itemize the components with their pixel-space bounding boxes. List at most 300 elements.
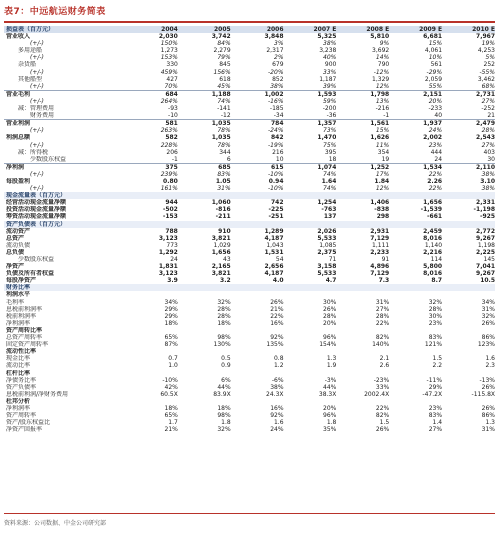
table-cell	[442, 327, 495, 334]
table-cell: 5,533	[317, 270, 337, 278]
table-row	[4, 341, 495, 348]
row-label: 投资活动现金流量净额	[6, 206, 67, 214]
table-cell: 15%	[428, 40, 443, 48]
row-label: 毛利率	[6, 298, 25, 306]
table-cell: 161%	[160, 185, 178, 193]
table-cell: 26%	[481, 319, 495, 327]
table-cell: 264%	[160, 97, 178, 105]
table-cell: 375	[125, 163, 178, 171]
table-cell: -200	[322, 105, 337, 113]
table-cell	[231, 291, 284, 298]
table-cell: 7,967	[476, 33, 495, 41]
table-cell	[125, 291, 178, 298]
table-cell: 1.5	[379, 419, 390, 427]
table-cell: 28%	[323, 312, 337, 320]
row-label: 其他船型	[18, 75, 43, 83]
table-cell: -55%	[479, 68, 495, 76]
row-label: 减：所得税	[18, 148, 49, 156]
table-cell: 1,002	[231, 90, 284, 98]
table-cell	[389, 221, 442, 228]
table-cell: 1,329	[372, 75, 390, 83]
footer-divider	[4, 513, 495, 514]
table-cell: 459%	[160, 68, 178, 76]
table-cell: 31%	[481, 426, 495, 434]
table-cell: 9,267	[476, 234, 495, 242]
table-cell: 3.10	[480, 177, 495, 185]
table-cell: 92%	[270, 334, 284, 342]
table-row	[4, 412, 495, 419]
table-cell: 1,188	[178, 90, 231, 98]
table-cell: 38%	[481, 170, 495, 178]
table-cell: 6,681	[423, 33, 443, 41]
table-row	[4, 320, 495, 327]
table-cell	[442, 291, 495, 298]
table-cell: 35%	[323, 426, 337, 434]
table-row	[4, 235, 495, 242]
row-label: 息税前利润/净财务费用	[6, 390, 69, 398]
table-cell: 1.0	[168, 362, 178, 370]
table-cell: 3,848	[264, 33, 284, 41]
table-cell: 2,459	[423, 227, 443, 235]
year-header: 2004	[125, 26, 178, 33]
table-cell: 344	[219, 148, 231, 156]
table-cell: 1,937	[389, 120, 442, 128]
table-cell	[442, 370, 495, 377]
table-cell: 22%	[375, 319, 390, 327]
table-cell: 615	[231, 163, 284, 171]
table-cell: 20%	[323, 404, 337, 412]
table-cell: -216	[375, 105, 390, 113]
table-cell: 3,821	[211, 234, 231, 242]
table-cell: 27%	[481, 97, 495, 105]
table-row	[4, 242, 495, 249]
table-cell: 1,187	[319, 75, 337, 83]
table-cell: 29%	[164, 305, 178, 313]
table-cell: 4,896	[370, 263, 390, 271]
row-label: 多用途船	[18, 47, 43, 55]
table-cell: -10	[168, 112, 178, 120]
table-cell: 2,479	[442, 120, 495, 128]
header-row	[4, 26, 495, 33]
table-cell	[284, 291, 337, 298]
table-cell: 263%	[160, 127, 178, 135]
table-row	[4, 419, 495, 426]
table-cell: 1.2	[273, 362, 284, 370]
table-cell: 252	[483, 61, 495, 69]
table-cell: 7,129	[370, 270, 390, 278]
section-row	[4, 284, 495, 291]
table-cell: 845	[219, 61, 231, 69]
table-cell: 86%	[481, 334, 495, 342]
table-cell: -141	[217, 105, 231, 113]
table-cell: 70%	[164, 82, 178, 90]
table-cell: 2002.4X	[364, 390, 390, 398]
row-label: 流动资产	[6, 227, 31, 235]
table-cell: 31%	[217, 185, 231, 193]
table-cell: 19	[381, 155, 390, 163]
table-cell: 6	[226, 155, 231, 163]
table-cell: 83%	[217, 170, 231, 178]
table-cell	[231, 370, 284, 377]
row-label: 每股净资产	[6, 277, 37, 285]
table-cell: 1,831	[158, 263, 178, 271]
table-cell: 2,317	[266, 47, 284, 55]
table-cell: 3,742	[211, 33, 231, 41]
table-cell: 2,151	[389, 90, 442, 98]
table-cell: 74%	[217, 97, 231, 105]
table-cell: -185	[269, 105, 284, 113]
row-label: 少数股东权益	[18, 256, 55, 263]
table-cell: 24.3X	[266, 390, 284, 398]
table-cell	[389, 327, 442, 334]
table-cell: 16%	[270, 404, 284, 412]
table-cell: -10%	[268, 170, 284, 178]
row-label: 固定资产周转率	[6, 341, 49, 349]
table-row	[4, 149, 495, 156]
table-cell: 32%	[217, 298, 231, 306]
table-cell: -34	[273, 112, 284, 120]
table-cell	[125, 327, 178, 334]
table-cell: 900	[324, 61, 337, 69]
table-cell: 82%	[375, 412, 390, 420]
table-row	[4, 98, 495, 105]
table-cell	[442, 221, 495, 228]
row-label: 减：管理费用	[18, 105, 55, 113]
table-cell: 561	[430, 61, 443, 69]
table-row	[4, 377, 495, 384]
row-label: (+/-)	[30, 54, 44, 62]
table-cell	[284, 221, 337, 228]
table-row	[4, 76, 495, 83]
table-cell: 3,238	[319, 47, 337, 55]
table-cell	[389, 370, 442, 377]
table-cell: -12	[220, 112, 231, 120]
table-cell	[284, 370, 337, 377]
table-row	[4, 355, 495, 362]
table-cell: 83.9X	[213, 390, 231, 398]
table-cell: 21%	[270, 305, 284, 313]
header-label: 损益表（百万元）	[4, 26, 125, 33]
subsection-row	[4, 291, 495, 298]
table-row	[4, 120, 495, 128]
table-cell	[125, 284, 178, 291]
table-cell: 1.05	[215, 177, 231, 185]
table-row	[4, 54, 495, 61]
table-cell: 74%	[323, 170, 337, 178]
table-cell	[336, 221, 389, 228]
table-cell: 684	[125, 90, 178, 98]
table-cell: -1,198	[473, 206, 495, 214]
table-cell: 87%	[164, 341, 178, 349]
year-header: 2009 E	[389, 26, 442, 33]
table-cell: 26%	[375, 426, 390, 434]
table-cell: 38%	[323, 40, 337, 48]
table-cell: 40%	[323, 54, 337, 62]
table-cell: -233	[428, 105, 443, 113]
table-cell: -13%	[479, 376, 495, 384]
table-cell	[442, 284, 495, 291]
table-row	[4, 199, 495, 206]
table-cell: 3,821	[211, 270, 231, 278]
table-cell: 1,656	[423, 199, 443, 207]
table-cell: 114	[430, 256, 443, 263]
table-cell: 3,462	[477, 75, 495, 83]
table-cell	[231, 348, 284, 355]
table-cell: 24%	[428, 127, 443, 135]
table-cell: 20%	[428, 97, 443, 105]
row-label: (+/-)	[30, 68, 44, 76]
table-cell: 2,656	[264, 263, 284, 271]
table-cell: 22%	[428, 185, 443, 193]
table-row	[4, 334, 495, 341]
table-cell	[125, 221, 178, 228]
table-cell: 23%	[428, 404, 443, 412]
table-cell	[178, 192, 231, 199]
table-cell	[178, 370, 231, 377]
table-cell: 78%	[217, 127, 231, 135]
table-cell	[336, 284, 389, 291]
table-cell: 32%	[428, 298, 443, 306]
table-cell: 18%	[164, 404, 178, 412]
table-cell: 444	[430, 148, 443, 156]
table-cell	[125, 370, 178, 377]
table-cell	[389, 398, 442, 405]
table-cell: 1,292	[158, 248, 178, 256]
table-cell: 1,252	[336, 163, 389, 171]
year-header: 2008 E	[336, 26, 389, 33]
row-label: 现金比率	[6, 355, 31, 363]
table-cell: 29%	[428, 383, 443, 391]
table-cell: -925	[479, 213, 495, 221]
table-cell	[442, 398, 495, 405]
table-cell: 34%	[481, 298, 495, 306]
table-cell: 55%	[428, 82, 443, 90]
section-row	[4, 221, 495, 228]
table-cell: -661	[427, 213, 443, 221]
table-row	[4, 249, 495, 256]
table-cell: 83%	[428, 334, 443, 342]
table-cell: 68%	[481, 82, 495, 90]
table-cell: 29%	[164, 312, 178, 320]
table-row	[4, 40, 495, 47]
table-cell: 21	[487, 112, 495, 120]
row-label: (+/-)	[30, 97, 44, 105]
table-cell: -10%	[162, 376, 178, 384]
table-cell: 27%	[481, 141, 495, 149]
table-cell: 4.7	[325, 277, 337, 285]
table-cell	[178, 327, 231, 334]
table-cell: 1.5	[432, 355, 443, 363]
row-label: 流动比率	[6, 362, 31, 370]
row-label: (+/-)	[30, 141, 44, 149]
table-cell: 3.9	[167, 277, 178, 285]
table-row	[4, 33, 495, 40]
table-row	[4, 134, 495, 141]
table-cell: 15%	[375, 127, 390, 135]
table-cell: 1.8	[221, 419, 231, 427]
table-cell: 354	[377, 148, 390, 156]
table-cell: 20%	[323, 319, 337, 327]
table-cell: 9,267	[476, 270, 495, 278]
table-cell: -211	[215, 213, 231, 221]
table-cell	[336, 370, 389, 377]
table-cell: 8,016	[423, 270, 443, 278]
table-cell	[178, 221, 231, 228]
table-cell: -225	[268, 206, 284, 214]
table-cell: 96%	[323, 334, 337, 342]
table-cell: 0.8	[273, 355, 284, 363]
table-cell: 30	[487, 155, 495, 163]
table-cell: 86%	[481, 412, 495, 420]
table-cell: 0.7	[168, 355, 178, 363]
table-cell: 34%	[164, 298, 178, 306]
table-row	[4, 263, 495, 270]
table-cell: 153%	[160, 54, 178, 62]
table-cell: 0.5	[221, 355, 231, 363]
table-cell: 9%	[379, 40, 390, 48]
year-header: 2006	[231, 26, 284, 33]
table-cell: 38%	[270, 82, 284, 90]
table-cell: 28%	[217, 312, 231, 320]
row-label: 杜邦分析	[6, 397, 31, 405]
table-cell: 2.1	[379, 355, 390, 363]
table-cell: -36	[326, 112, 337, 120]
table-cell: 2.6	[379, 362, 390, 370]
table-cell: 96%	[323, 412, 337, 420]
table-cell: 18	[328, 155, 337, 163]
table-cell: 1.6	[273, 419, 284, 427]
row-label: 营业收入	[6, 33, 31, 41]
table-row	[4, 206, 495, 213]
table-cell	[178, 348, 231, 355]
table-cell: -251	[268, 213, 284, 221]
table-cell: -24%	[268, 127, 284, 135]
table-row	[4, 362, 495, 369]
section-row	[4, 192, 495, 199]
table-cell	[178, 291, 231, 298]
row-label: 筹资活动现金流量净额	[6, 213, 67, 221]
table-title: 表7：中远航运财务简表	[4, 7, 106, 17]
table-cell: 14%	[375, 54, 390, 62]
row-label: 净利润率	[6, 319, 31, 327]
table-cell: 3,123	[158, 234, 178, 242]
table-cell: 71	[328, 256, 337, 263]
table-cell: 10	[275, 155, 284, 163]
table-cell: 18%	[217, 319, 231, 327]
table-row	[4, 213, 495, 220]
table-cell: 4,253	[477, 47, 495, 55]
table-cell: 1,035	[211, 134, 231, 142]
table-cell: 26%	[323, 305, 337, 313]
subsection-row	[4, 398, 495, 405]
table-cell: 39%	[323, 82, 337, 90]
table-row	[4, 405, 495, 412]
table-cell: 4,187	[264, 234, 284, 242]
table-cell	[442, 348, 495, 355]
table-cell	[284, 327, 337, 334]
table-cell: 5,325	[317, 33, 337, 41]
row-label: 净债务比率	[6, 376, 37, 384]
table-cell: 18%	[164, 319, 178, 327]
table-cell: 84%	[217, 40, 231, 48]
table-cell: 2,731	[442, 90, 495, 98]
table-cell: 21%	[164, 426, 178, 434]
table-cell: 154%	[319, 341, 337, 349]
table-cell: 2,216	[423, 248, 443, 256]
table-cell: 1.3	[485, 419, 495, 427]
table-cell: 60.5X	[160, 390, 178, 398]
table-cell: 784	[231, 120, 284, 128]
table-cell: 1,531	[264, 248, 284, 256]
table-cell: 239%	[160, 170, 178, 178]
table-cell: 1,140	[424, 241, 443, 249]
table-cell: 1.9	[326, 362, 337, 370]
table-cell: 910	[218, 227, 231, 235]
table-cell: 2,059	[424, 75, 443, 83]
table-row	[4, 277, 495, 284]
row-label: 杠杆比率	[6, 369, 31, 377]
row-label: 税前利润率	[6, 312, 37, 320]
table-cell: -12%	[373, 68, 390, 76]
table-cell: 1,798	[336, 90, 389, 98]
table-cell: 2%	[274, 54, 284, 62]
table-cell: 1,035	[178, 120, 231, 128]
table-cell: -47.2X	[422, 390, 443, 398]
table-cell: 1.4	[432, 419, 443, 427]
table-row	[4, 83, 495, 91]
year-header: 2010 E	[442, 26, 495, 33]
table-row	[4, 171, 495, 178]
table-cell: 1.3	[326, 355, 337, 363]
table-cell: 1,561	[336, 120, 389, 128]
row-label: (+/-)	[30, 40, 44, 48]
table-cell: 44%	[323, 383, 337, 391]
table-cell: 1,406	[370, 199, 390, 207]
table-cell: 43	[223, 256, 231, 263]
row-label: 净利润率	[6, 404, 31, 412]
row-label: 现金流量表（百万元）	[4, 192, 125, 199]
row-label: 营业毛利	[4, 90, 125, 98]
table-cell: 78%	[217, 141, 231, 149]
table-cell: 31%	[375, 298, 390, 306]
table-cell: 6%	[221, 376, 231, 384]
row-label: 利润水平	[6, 291, 31, 299]
table-cell: 2.26	[427, 177, 443, 185]
row-label: 资产负债率	[6, 383, 37, 391]
table-cell: -20%	[268, 68, 284, 76]
table-cell: 123%	[477, 341, 495, 349]
table-cell: 92%	[270, 412, 284, 420]
table-cell: 11%	[375, 141, 390, 149]
table-cell: 2,931	[370, 227, 390, 235]
table-cell: 8.7	[431, 277, 443, 285]
table-cell: 26%	[481, 404, 495, 412]
table-cell: 3,692	[372, 47, 390, 55]
table-cell: 42%	[164, 383, 178, 391]
table-cell: 1,111	[372, 241, 390, 249]
table-cell: 1,029	[213, 241, 231, 249]
table-cell: 2,225	[476, 248, 495, 256]
table-cell: 1,593	[284, 90, 337, 98]
table-cell: 45%	[217, 82, 231, 90]
table-cell: 13%	[375, 97, 390, 105]
table-row	[4, 185, 495, 192]
table-cell: 1,656	[211, 248, 231, 256]
table-cell: 44%	[217, 383, 231, 391]
table-cell: -1	[383, 112, 390, 120]
table-cell	[231, 284, 284, 291]
table-cell: 852	[272, 75, 284, 83]
